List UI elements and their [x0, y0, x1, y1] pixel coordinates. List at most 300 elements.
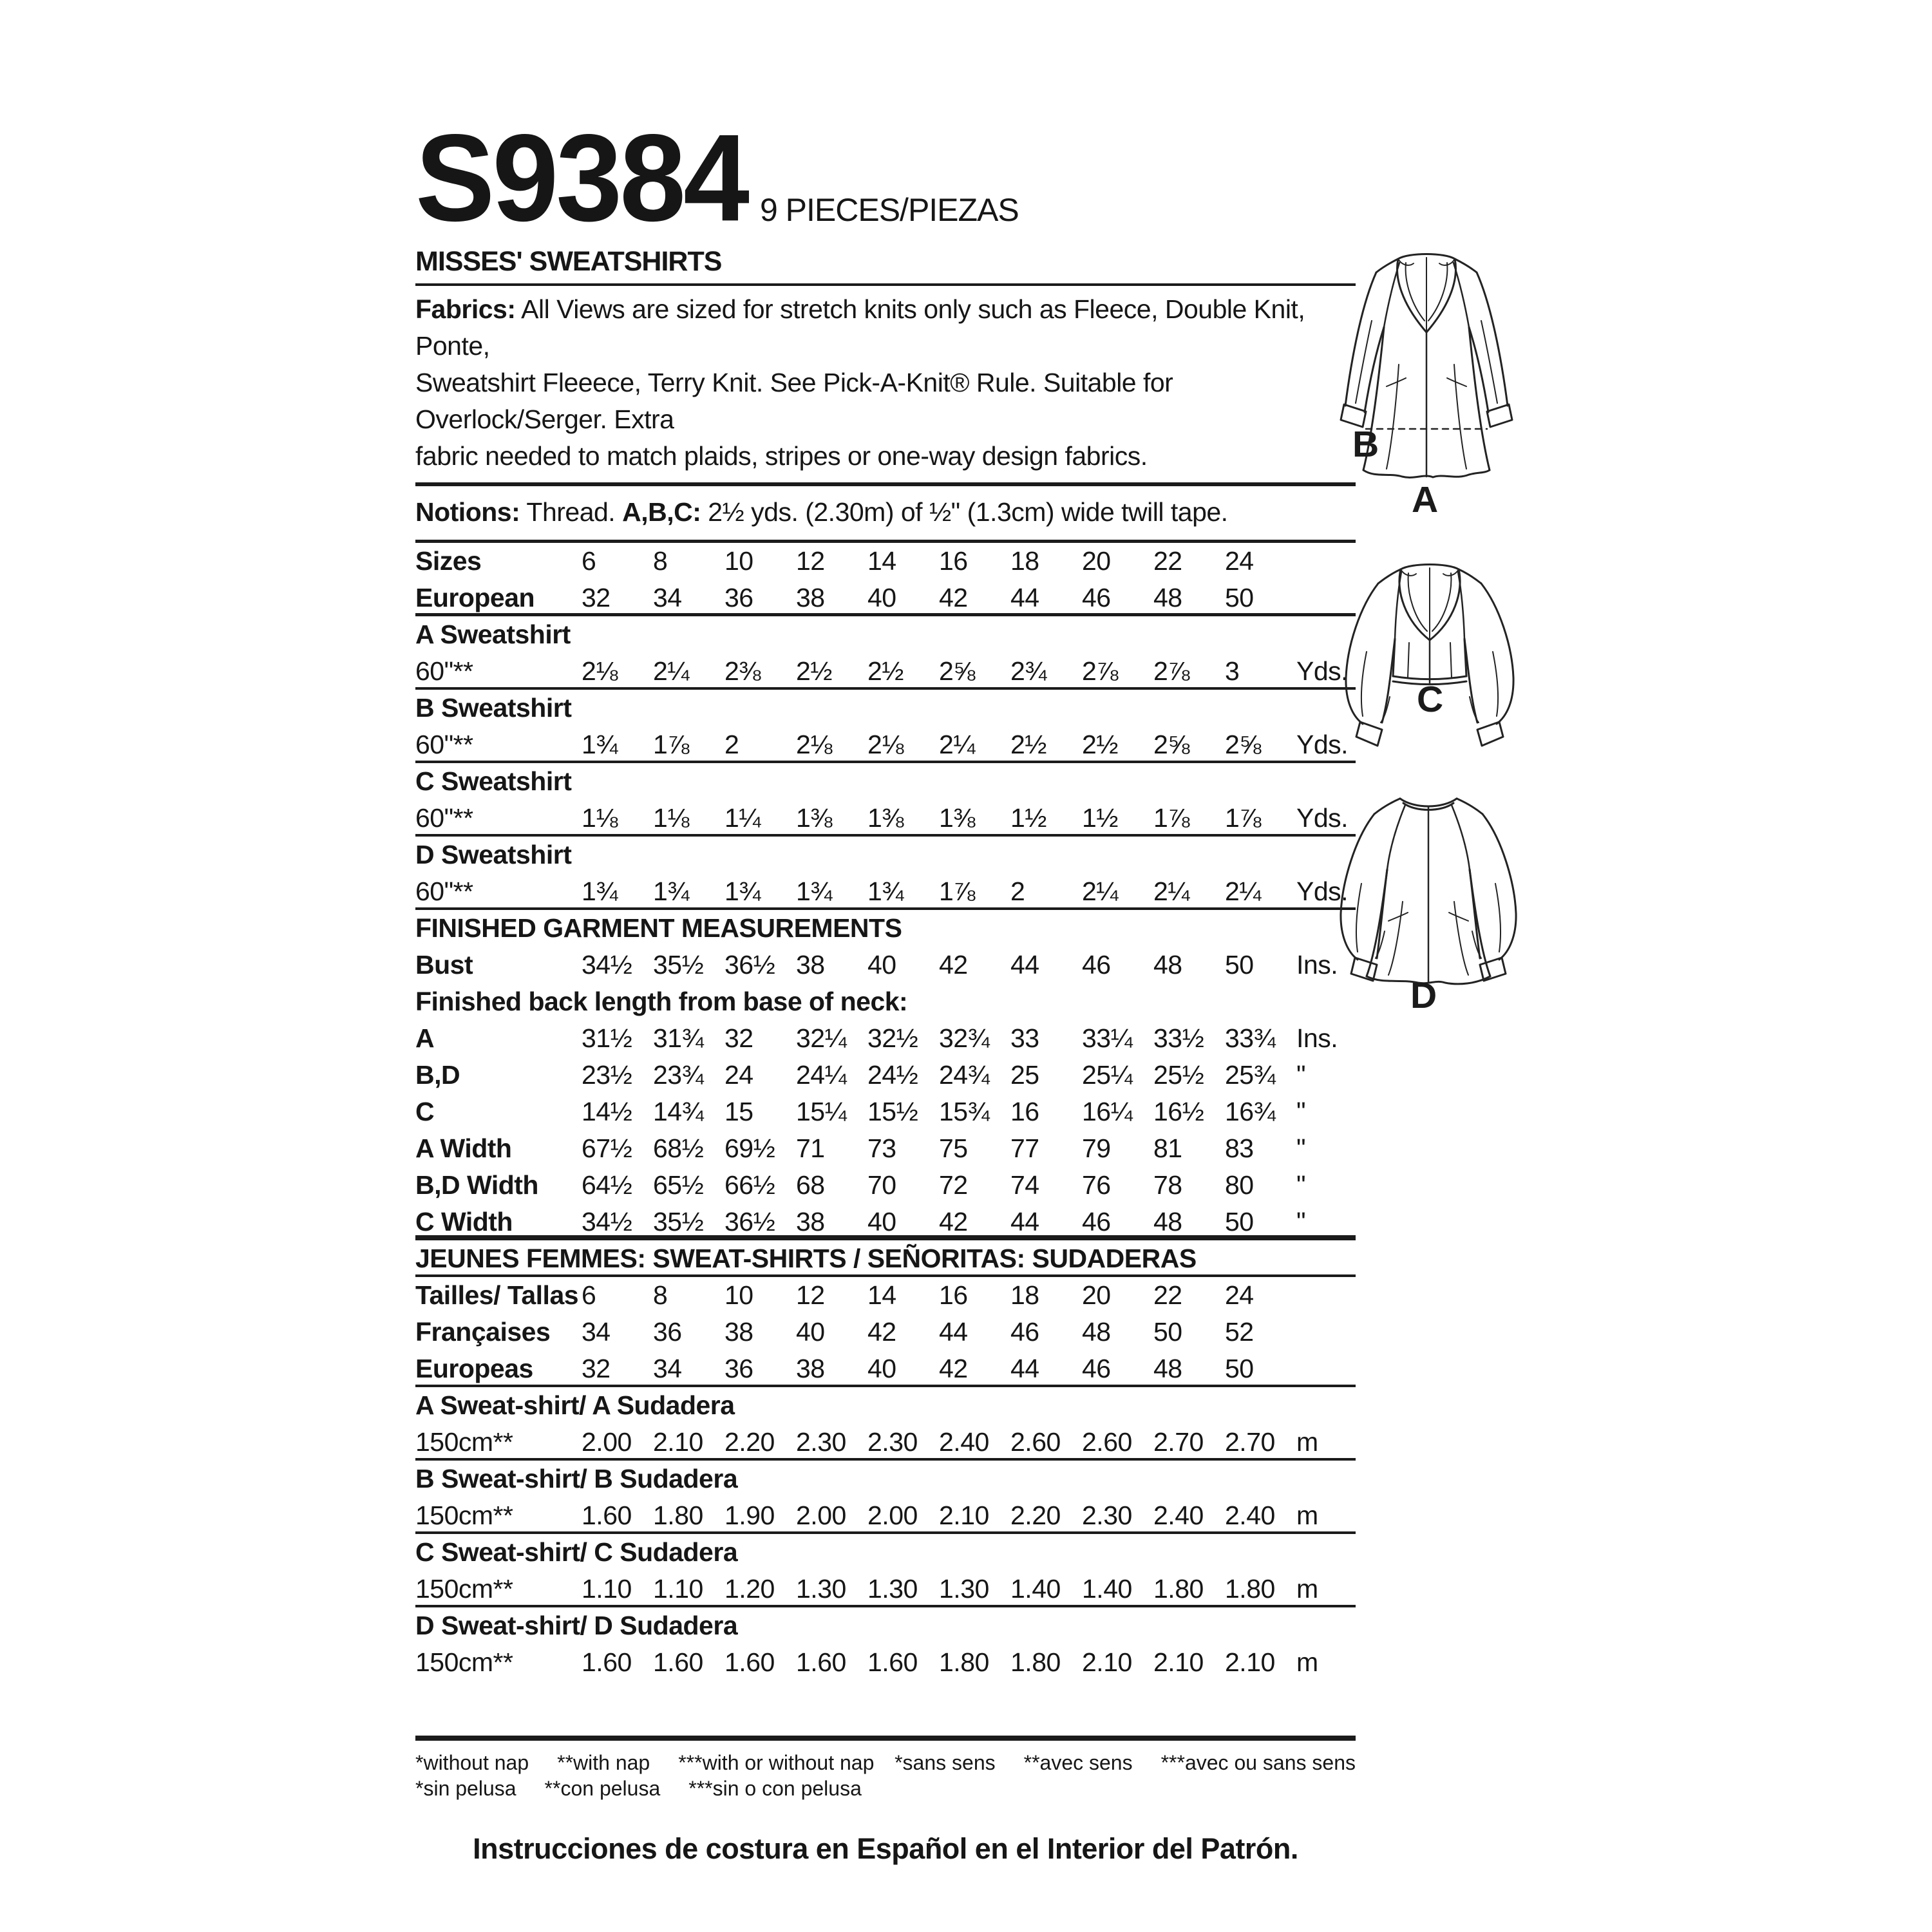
cell-value: 32½: [867, 1023, 918, 1053]
cell-value: 50: [1225, 1207, 1254, 1236]
cell-value: 40: [867, 950, 896, 980]
cell-value: 36½: [724, 1207, 775, 1236]
cell-value: 48: [1153, 1354, 1182, 1383]
cell-value: 50: [1225, 1354, 1254, 1383]
cropped-hoodie-icon: [1333, 562, 1526, 755]
cell-value: 2¼: [1153, 876, 1189, 906]
footnote-line-1: [415, 1741, 1356, 1776]
cell-value: 64½: [582, 1170, 632, 1200]
cell-value: 2¼: [1225, 876, 1261, 906]
table-row: [415, 543, 1356, 580]
cell-value: 34: [653, 1354, 682, 1383]
cell-value: 1.80: [1225, 1574, 1275, 1604]
row-label: B,D Width: [415, 1170, 538, 1200]
table-section-heading: [415, 1461, 1356, 1497]
cell-value: 24: [724, 1060, 753, 1090]
text-line: [415, 291, 1356, 365]
row-label: C: [415, 1097, 435, 1126]
unit-cell: Yds.: [1296, 656, 1349, 686]
cell-value: 10: [724, 1280, 753, 1310]
cell-value: 2⅝: [1153, 730, 1189, 759]
cell-value: 1⅜: [796, 803, 832, 833]
unit-cell: ": [1296, 1207, 1306, 1236]
table-section-heading: [415, 837, 1356, 873]
table-row: [415, 1350, 1356, 1387]
row-label: A: [415, 1023, 435, 1053]
table-section-heading: [415, 1534, 1356, 1571]
cell-value: 1⅞: [653, 730, 689, 759]
unit-cell: ": [1296, 1060, 1306, 1090]
cell-value: 2.10: [1082, 1647, 1132, 1677]
cell-value: 44: [939, 1317, 968, 1347]
footnote-spanish: [415, 1776, 862, 1801]
cell-value: 42: [939, 1354, 968, 1383]
cell-value: 1.90: [724, 1501, 775, 1530]
unit-cell: Ins.: [1296, 950, 1338, 980]
cell-value: 2.10: [1153, 1647, 1204, 1677]
cell-value: 36½: [724, 950, 775, 980]
row-label: 60"**: [415, 656, 473, 686]
row-label: 150cm**: [415, 1574, 513, 1604]
cell-value: 1.60: [867, 1647, 918, 1677]
table-row: [415, 1424, 1356, 1461]
table-row: [415, 1644, 1356, 1681]
cell-value: 2.00: [867, 1501, 918, 1530]
cell-value: 2.00: [582, 1427, 632, 1457]
footnote-item: *sans sens: [895, 1751, 996, 1774]
unit-cell: m: [1296, 1501, 1318, 1530]
cell-value: 40: [867, 1354, 896, 1383]
cell-value: 2½: [1010, 730, 1046, 759]
cell-value: 31½: [582, 1023, 632, 1053]
cell-value: 46: [1082, 1207, 1111, 1236]
cell-value: 1⅛: [653, 803, 689, 833]
garment-d-illustration: [1325, 793, 1531, 987]
cell-value: 68: [796, 1170, 825, 1200]
table-row: [415, 726, 1356, 763]
cell-value: 24½: [867, 1060, 918, 1090]
cell-value: 80: [1225, 1170, 1254, 1200]
table-row: [415, 1057, 1356, 1094]
cell-value: 2: [724, 730, 739, 759]
row-label: B Sweatshirt: [415, 693, 572, 723]
unit-cell: Yds.: [1296, 730, 1349, 759]
table-row: [415, 873, 1356, 910]
cell-value: 2.20: [724, 1427, 775, 1457]
cell-value: 48: [1153, 950, 1182, 980]
cell-value: 22: [1153, 546, 1182, 576]
cell-value: 2.30: [1082, 1501, 1132, 1530]
cell-value: 2½: [1082, 730, 1118, 759]
cell-value: 2.00: [796, 1501, 846, 1530]
footnote-item: ***with or without nap: [678, 1751, 875, 1774]
cell-value: 16¾: [1225, 1097, 1276, 1126]
text-line: [415, 438, 1356, 475]
bold-text: A,B,C:: [622, 497, 701, 527]
cell-value: 69½: [724, 1133, 775, 1163]
cell-value: 32: [724, 1023, 753, 1053]
cell-value: 32¾: [939, 1023, 990, 1053]
cell-value: 78: [1153, 1170, 1182, 1200]
cell-value: 40: [796, 1317, 825, 1347]
cell-value: 42: [939, 583, 968, 612]
cell-value: 3: [1225, 656, 1240, 686]
row-label: A Width: [415, 1133, 512, 1163]
cell-value: 38: [724, 1317, 753, 1347]
cell-value: 2.70: [1153, 1427, 1204, 1457]
fabrics-paragraph: [415, 286, 1356, 486]
table-row: [415, 653, 1356, 690]
cell-value: 15¼: [796, 1097, 847, 1126]
cell-value: 23¾: [653, 1060, 704, 1090]
cell-value: 16¼: [1082, 1097, 1133, 1126]
text: fabric needed to match plaids, stripes or one-way design fabrics.: [415, 441, 1148, 471]
cell-value: 34½: [582, 1207, 632, 1236]
cell-value: 31¾: [653, 1023, 704, 1053]
cell-value: 2⅛: [582, 656, 618, 686]
cell-value: 32: [582, 1354, 611, 1383]
cell-value: 33½: [1153, 1023, 1204, 1053]
row-label: JEUNES FEMMES: SWEAT-SHIRTS / SEÑORITAS: SUDADERAS: [415, 1244, 1197, 1273]
cell-value: 2¼: [653, 656, 689, 686]
cell-value: 2½: [867, 656, 904, 686]
cell-value: 2.60: [1082, 1427, 1132, 1457]
cell-value: 1⅞: [1225, 803, 1261, 833]
row-label: B,D: [415, 1060, 460, 1090]
unit-cell: Yds.: [1296, 803, 1349, 833]
cell-value: 1.80: [939, 1647, 989, 1677]
cell-value: 1.40: [1010, 1574, 1061, 1604]
cell-value: 2⅞: [1153, 656, 1189, 686]
text: Thread.: [520, 497, 623, 527]
cell-value: 25¼: [1082, 1060, 1133, 1090]
cell-value: 42: [939, 950, 968, 980]
cell-value: 10: [724, 546, 753, 576]
size-table: [415, 543, 1356, 1681]
cell-value: 24: [1225, 546, 1254, 576]
table-section-heading: [415, 616, 1356, 653]
footnote-line-2: [415, 1776, 1356, 1801]
table-row: [415, 1497, 1356, 1534]
cell-value: 6: [582, 546, 596, 576]
table-section-heading: [415, 1607, 1356, 1644]
cell-value: 2½: [796, 656, 832, 686]
cell-value: 36: [724, 583, 753, 612]
cell-value: 68½: [653, 1133, 704, 1163]
cell-value: 2.10: [939, 1501, 989, 1530]
table-row: [415, 1314, 1356, 1350]
cell-value: 74: [1010, 1170, 1039, 1200]
cell-value: 32¼: [796, 1023, 847, 1053]
cell-value: 2⅝: [1225, 730, 1261, 759]
row-label: C Width: [415, 1207, 513, 1236]
unit-cell: m: [1296, 1574, 1318, 1604]
cell-value: 73: [867, 1133, 896, 1163]
cell-value: 1.60: [724, 1647, 775, 1677]
cell-value: 38: [796, 1207, 825, 1236]
cell-value: 1⅜: [867, 803, 904, 833]
spacer: [415, 1681, 1356, 1736]
unit-cell: m: [1296, 1647, 1318, 1677]
cell-value: 48: [1153, 583, 1182, 612]
text: Sweatshirt Fleeece, Terry Knit. See Pick-A-Knit® Rule. Suitable for Overlock/Serger. Extra: [415, 368, 1173, 434]
footnote-item: **con pelusa: [544, 1777, 661, 1800]
cell-value: 46: [1082, 1354, 1111, 1383]
header: [415, 109, 1356, 247]
row-label: FINISHED GARMENT MEASUREMENTS: [415, 913, 902, 943]
text-line: [415, 365, 1356, 438]
cell-value: 1.60: [582, 1501, 632, 1530]
text: 2½ yds. (2.30m) of ½" (1.3cm) wide twill tape.: [701, 497, 1228, 527]
cell-value: 14: [867, 546, 896, 576]
cell-value: 15½: [867, 1097, 918, 1126]
cell-value: 1.60: [582, 1647, 632, 1677]
table-row: [415, 1130, 1356, 1167]
cell-value: 1⅞: [939, 876, 975, 906]
cell-value: 50: [1225, 950, 1254, 980]
cell-value: 42: [867, 1317, 896, 1347]
cell-value: 24¼: [796, 1060, 847, 1090]
view-d-label: D: [1410, 975, 1437, 1016]
cell-value: 1.80: [1010, 1647, 1061, 1677]
cell-value: 35½: [653, 950, 704, 980]
cell-value: 20: [1082, 546, 1111, 576]
cell-value: 2⅛: [796, 730, 832, 759]
cell-value: 1.30: [796, 1574, 846, 1604]
cell-value: 14½: [582, 1097, 632, 1126]
unit-cell: Ins.: [1296, 1023, 1338, 1053]
footnote-item: **avec sens: [1023, 1751, 1133, 1774]
cell-value: 2.20: [1010, 1501, 1061, 1530]
table-section-heading: [415, 1240, 1356, 1277]
cell-value: 46: [1082, 950, 1111, 980]
footnote-item: **with nap: [557, 1751, 650, 1774]
cell-value: 2¼: [1082, 876, 1118, 906]
cell-value: 1.60: [653, 1647, 703, 1677]
table-row: [415, 1020, 1356, 1057]
table-section-heading: [415, 690, 1356, 726]
unit-cell: ": [1296, 1170, 1306, 1200]
table-row: [415, 1204, 1356, 1240]
cell-value: 32: [582, 583, 611, 612]
cell-value: 1.60: [796, 1647, 846, 1677]
row-label: D Sweatshirt: [415, 840, 572, 869]
cell-value: 2⅝: [939, 656, 975, 686]
notions-paragraph: [415, 486, 1356, 543]
cell-value: 1.10: [653, 1574, 703, 1604]
view-c-label: C: [1417, 679, 1444, 720]
pattern-number: S9384: [415, 109, 747, 247]
footnote-french: [895, 1750, 1356, 1776]
cell-value: 77: [1010, 1133, 1039, 1163]
cell-value: 25½: [1153, 1060, 1204, 1090]
footnote-item: ***avec ou sans sens: [1160, 1751, 1356, 1774]
cell-value: 75: [939, 1133, 968, 1163]
unit-cell: ": [1296, 1133, 1306, 1163]
cell-value: 25: [1010, 1060, 1039, 1090]
cell-value: 24: [1225, 1280, 1254, 1310]
cell-value: 16: [1010, 1097, 1039, 1126]
cell-value: 38: [796, 583, 825, 612]
cell-value: 1⅜: [939, 803, 975, 833]
cell-value: 40: [867, 583, 896, 612]
table-section-heading: [415, 983, 1356, 1020]
spanish-instructions-note: Instrucciones de costura en Español en el Interior del Patrón.: [473, 1832, 1298, 1865]
cell-value: 15: [724, 1097, 753, 1126]
table-row: [415, 1571, 1356, 1607]
cell-value: 70: [867, 1170, 896, 1200]
document-column: [415, 109, 1356, 1866]
cell-value: 81: [1153, 1133, 1182, 1163]
row-label: 150cm**: [415, 1427, 513, 1457]
footnote-item: ***sin o con pelusa: [688, 1777, 862, 1800]
cell-value: 38: [796, 1354, 825, 1383]
cell-value: 6: [582, 1280, 596, 1310]
cell-value: 48: [1153, 1207, 1182, 1236]
cell-value: 33¾: [1225, 1023, 1276, 1053]
garment-c-illustration: [1333, 562, 1526, 755]
cell-value: 12: [796, 546, 825, 576]
footnote-rule: [415, 1736, 1356, 1741]
cell-value: 16½: [1153, 1097, 1204, 1126]
cell-value: 2.60: [1010, 1427, 1061, 1457]
cell-value: 2.10: [1225, 1647, 1275, 1677]
cell-value: 1.80: [1153, 1574, 1204, 1604]
cell-value: 1.10: [582, 1574, 632, 1604]
row-label: C Sweatshirt: [415, 766, 572, 796]
cell-value: 1¾: [796, 876, 832, 906]
cell-value: 2¾: [1010, 656, 1046, 686]
cell-value: 14: [867, 1280, 896, 1310]
cell-value: 18: [1010, 546, 1039, 576]
cell-value: 1.80: [653, 1501, 703, 1530]
table-section-heading: [415, 763, 1356, 800]
row-label: 150cm**: [415, 1501, 513, 1530]
row-label: 60"**: [415, 730, 473, 759]
cell-value: 50: [1225, 583, 1254, 612]
cell-value: 15¾: [939, 1097, 990, 1126]
cell-value: 18: [1010, 1280, 1039, 1310]
cell-value: 1½: [1082, 803, 1118, 833]
cell-value: 2¼: [939, 730, 975, 759]
table-section-heading: [415, 910, 1356, 947]
table-row: [415, 800, 1356, 837]
cell-value: 16: [939, 1280, 968, 1310]
round-neck-swing-sweatshirt-icon: [1325, 793, 1531, 987]
cell-value: 1¾: [867, 876, 904, 906]
cell-value: 44: [1010, 1354, 1039, 1383]
cell-value: 2.40: [939, 1427, 989, 1457]
cell-value: 34: [582, 1317, 611, 1347]
row-label: C Sweat-shirt/ C Sudadera: [415, 1537, 738, 1567]
unit-cell: ": [1296, 1097, 1306, 1126]
row-label: 60"**: [415, 876, 473, 906]
cell-value: 67½: [582, 1133, 632, 1163]
table-section-heading: [415, 1387, 1356, 1424]
cell-value: 2.70: [1225, 1427, 1275, 1457]
cell-value: 1⅛: [582, 803, 618, 833]
cell-value: 46: [1082, 583, 1111, 612]
table-row: [415, 947, 1356, 983]
cell-value: 1¾: [724, 876, 761, 906]
cell-value: 1.20: [724, 1574, 775, 1604]
cell-value: 83: [1225, 1133, 1254, 1163]
row-label: Finished back length from base of neck:: [415, 987, 908, 1016]
cell-value: 2.40: [1225, 1501, 1275, 1530]
cell-value: 2.40: [1153, 1501, 1204, 1530]
table-row: [415, 580, 1356, 616]
cell-value: 2: [1010, 876, 1025, 906]
row-label: European: [415, 583, 535, 612]
cell-value: 1⅞: [1153, 803, 1189, 833]
category-title: MISSES' SWEATSHIRTS: [415, 246, 1356, 286]
cell-value: 1¼: [724, 803, 761, 833]
cell-value: 1¾: [653, 876, 689, 906]
cell-value: 12: [796, 1280, 825, 1310]
view-a-label: A: [1412, 479, 1439, 520]
cell-value: 1.30: [867, 1574, 918, 1604]
cell-value: 16: [939, 546, 968, 576]
footnote-item: *without nap: [415, 1751, 529, 1774]
row-label: A Sweat-shirt/ A Sudadera: [415, 1390, 735, 1420]
bold-text: Notions:: [415, 497, 520, 527]
cell-value: 1½: [1010, 803, 1046, 833]
table-row: [415, 1094, 1356, 1130]
cell-value: 34: [653, 583, 682, 612]
cell-value: 44: [1010, 1207, 1039, 1236]
bold-text: Fabrics:: [415, 294, 516, 324]
cell-value: 36: [724, 1354, 753, 1383]
cell-value: 20: [1082, 1280, 1111, 1310]
cell-value: 38: [796, 950, 825, 980]
cell-value: 71: [796, 1133, 825, 1163]
cell-value: 1.40: [1082, 1574, 1132, 1604]
row-label: D Sweat-shirt/ D Sudadera: [415, 1611, 738, 1640]
cell-value: 40: [867, 1207, 896, 1236]
cell-value: 1¾: [582, 730, 618, 759]
row-label: Europeas: [415, 1354, 533, 1383]
cell-value: 50: [1153, 1317, 1182, 1347]
footnote-english: [415, 1750, 874, 1776]
row-label: Françaises: [415, 1317, 551, 1347]
row-label: Sizes: [415, 546, 482, 576]
cell-value: 2⅛: [867, 730, 904, 759]
cell-value: 44: [1010, 950, 1039, 980]
cell-value: 2⅞: [1082, 656, 1118, 686]
cell-value: 2⅜: [724, 656, 761, 686]
footnote-item: *sin pelusa: [415, 1777, 516, 1800]
row-label: 150cm**: [415, 1647, 513, 1677]
cell-value: 48: [1082, 1317, 1111, 1347]
cell-value: 79: [1082, 1133, 1111, 1163]
text-line: [415, 494, 1356, 531]
cell-value: 72: [939, 1170, 968, 1200]
cell-value: 22: [1153, 1280, 1182, 1310]
text: All Views are sized for stretch knits only such as Fleece, Double Knit, Ponte,: [415, 294, 1305, 361]
table-row: [415, 1277, 1356, 1314]
cell-value: 52: [1225, 1317, 1254, 1347]
cell-value: 33: [1010, 1023, 1039, 1053]
cell-value: 42: [939, 1207, 968, 1236]
cell-value: 34½: [582, 950, 632, 980]
cell-value: 46: [1010, 1317, 1039, 1347]
cell-value: 2.10: [653, 1427, 703, 1457]
cell-value: 35½: [653, 1207, 704, 1236]
view-b-label: B: [1352, 424, 1379, 465]
cell-value: 65½: [653, 1170, 704, 1200]
pieces-count: 9 PIECES/PIEZAS: [759, 192, 1019, 228]
unit-cell: Yds.: [1296, 876, 1349, 906]
